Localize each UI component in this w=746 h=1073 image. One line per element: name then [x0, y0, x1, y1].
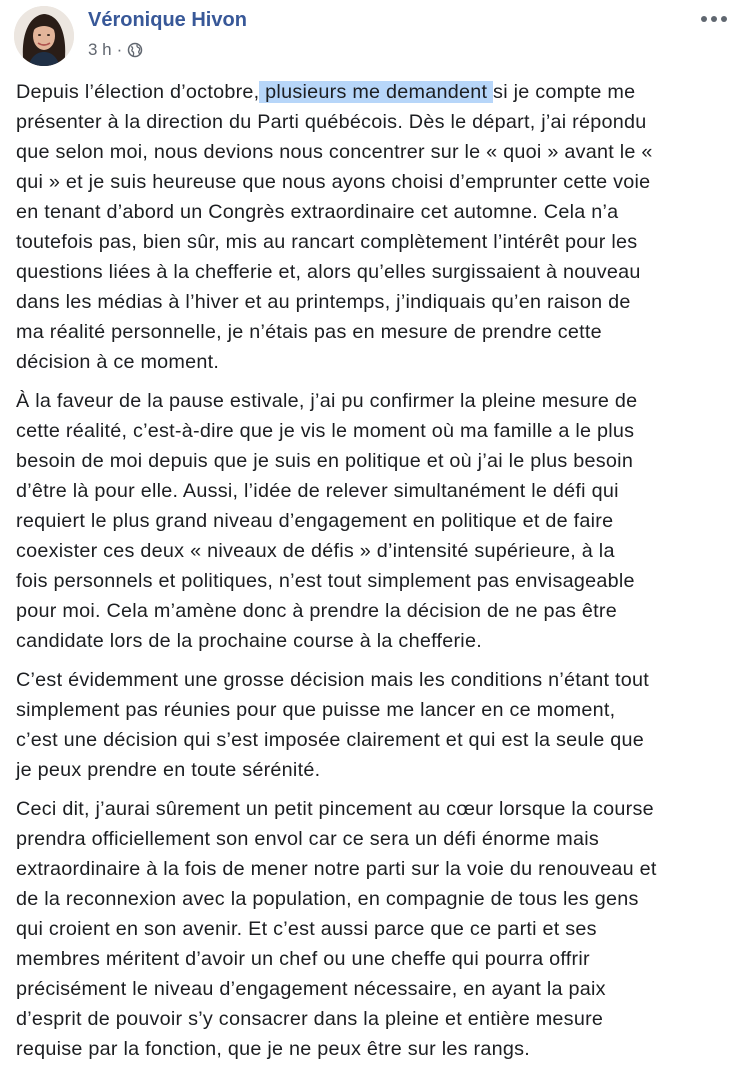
post-header — [0, 0, 746, 70]
post-line: toutefois pas, bien sûr, mis au rancart complètement l’intérêt pour les — [16, 231, 638, 253]
selected-text: plusieurs me demandent — [259, 81, 494, 103]
post-line: cette réalité, c’est-à-dire que je vis le moment où ma famille a le plus — [16, 420, 635, 442]
post-text-segment: Depuis l’élection d’octobre, — [16, 81, 260, 103]
post-line: membres méritent d’avoir un chef ou une cheffe qui pourra offrir — [16, 948, 590, 970]
post-line: fois personnels et politiques, n’est tout simplement pas envisageable — [16, 570, 635, 592]
post-line: qui » et je suis heureuse que nous ayons choisi d’emprunter cette voie — [16, 171, 651, 193]
post-line: dans les médias à l’hiver et au printemps, j’indiquais qu’en raison de — [16, 291, 631, 313]
post-line: décision à ce moment. — [16, 351, 220, 373]
meta-separator: · — [116, 40, 123, 59]
post-line: C’est évidemment une grosse décision mais les conditions n’étant tout — [16, 669, 649, 691]
post-line: d’esprit de pouvoir s’y consacrer dans la pleine et entière mesure — [16, 1008, 604, 1030]
post-line: besoin de moi depuis que je suis en politique et où j’ai le plus besoin — [16, 450, 634, 472]
post-text-segment: si je compte me — [493, 81, 636, 103]
post-line: ma réalité personnelle, je n’étais pas en mesure de prendre cette — [16, 321, 602, 343]
post-paragraph-2 — [16, 386, 736, 656]
post-body — [16, 77, 736, 1073]
post-line: en tenant d’abord un Congrès extraordinaire cet automne. Cela n’a — [16, 201, 619, 223]
author-name[interactable]: Véronique Hivon — [88, 9, 247, 31]
post-line: requiert le plus grand niveau d’engagement en politique et de faire — [16, 510, 614, 532]
post-paragraph-3 — [16, 665, 736, 785]
post-line: Ceci dit, j’aurai sûrement un petit pincement au cœur lorsque la course — [16, 798, 654, 820]
post-meta — [88, 40, 143, 60]
post-line: pour moi. Cela m’amène donc à prendre la décision de ne pas être — [16, 600, 617, 622]
post-line: extraordinaire à la fois de mener notre parti sur la voie du renouveau et — [16, 858, 657, 880]
post-line: requise par la fonction, que je ne peux être sur les rangs. — [16, 1038, 530, 1060]
post-line: qui croient en son avenir. Et c’est aussi parce que ce parti et ses — [16, 918, 597, 940]
post-line: précisément le niveau d’engagement nécessaire, en ayant la paix — [16, 978, 606, 1000]
post-line — [16, 77, 736, 107]
avatar[interactable] — [14, 6, 74, 66]
post-line: présenter à la direction du Parti québécois. Dès le départ, j’ai répondu — [16, 111, 647, 133]
post-line: de la reconnexion avec la population, en compagnie de tous les gens — [16, 888, 639, 910]
post-line: prendra officiellement son envol car ce sera un défi énorme mais — [16, 828, 599, 850]
post-paragraph-1 — [16, 77, 736, 377]
post-timestamp[interactable]: 3 h — [88, 40, 112, 59]
more-options-icon — [698, 10, 732, 28]
globe-icon[interactable] — [127, 42, 143, 58]
post-line: que selon moi, nous devions nous concentrer sur le « quoi » avant le « — [16, 141, 653, 163]
post-line: coexister ces deux « niveaux de défis » d’intensité supérieure, à la — [16, 540, 615, 562]
post-line: questions liées à la chefferie et, alors qu’elles surgissaient à nouveau — [16, 261, 641, 283]
post-line: simplement pas réunies pour que puisse me lancer en ce moment, — [16, 699, 616, 721]
post-line: je peux prendre en toute sérénité. — [16, 759, 321, 781]
post-line: À la faveur de la pause estivale, j’ai pu confirmer la pleine mesure de — [16, 390, 638, 412]
post-line: c’est une décision qui s’est imposée clairement et qui est la seule que — [16, 729, 645, 751]
post-paragraph-4 — [16, 794, 736, 1064]
more-options-button[interactable] — [698, 10, 732, 28]
avatar-portrait — [14, 6, 74, 66]
post-line: d’être là pour elle. Aussi, l’idée de relever simultanément le défi qui — [16, 480, 619, 502]
post-line: candidate lors de la prochaine course à la chefferie. — [16, 630, 482, 652]
